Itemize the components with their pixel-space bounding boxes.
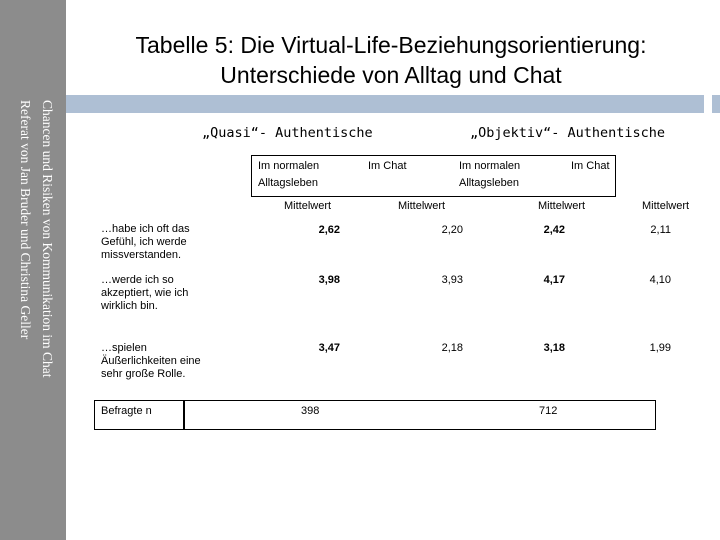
group-header-quasi: „Quasi“- Authentische [202,125,373,141]
table-cell-value: 4,17 [543,274,565,286]
table-cell-value: 2,42 [543,224,565,236]
group-header-objektiv: „Objektiv“- Authentische [470,125,666,141]
sidebar-authors: Referat von Jan Bruder und Christina Geller [18,100,33,340]
respondents-label: Befragte n [101,405,152,417]
subheader-chat-objektiv: Im Chat [571,160,610,172]
subheader-alltag-quasi: Im normalen Alltagsleben [258,160,320,189]
respondents-quasi: 398 [301,405,320,417]
table-cell-value: 1,99 [649,342,671,354]
table-cell-value: 2,11 [650,224,671,236]
mittelwert-header: Mittelwert [398,200,446,212]
title-divider-gap [704,95,712,113]
slide-title-line1: Tabelle 5: Die Virtual-Life-Beziehungsorientierung: [135,32,647,58]
mittelwert-header: Mittelwert [538,200,586,212]
table-cell-value: 4,10 [649,274,671,286]
row-label: …werde ich so akzeptiert, wie ich wirklich bin. [101,274,189,312]
table-cell-value: 3,47 [318,342,340,354]
row-label: …spielen Äußerlichkeiten eine sehr große Rolle. [101,342,201,380]
table-cell-value: 3,98 [318,274,340,286]
subheader-alltag-objektiv: Im normalen Alltagsleben [459,160,521,189]
table-cell-value: 2,18 [441,342,463,354]
row-label: …habe ich oft das Gefühl, ich werde missverstanden. [101,223,190,261]
table-cell-value: 2,62 [318,224,340,236]
mittelwert-header: Mittelwert [284,200,332,212]
table-cell-value: 3,18 [543,342,565,354]
slide-title [76,30,706,90]
slide-title-line2: Unterschiede von Alltag und Chat [220,62,562,88]
respondents-value-box [184,400,656,430]
sidebar-course-title: Chancen und Risiken von Kommunikation im Chat [40,100,55,378]
sidebar [0,0,66,540]
table-cell-value: 3,93 [441,274,463,286]
sidebar-footer-text [14,100,58,440]
table-cell-value: 2,20 [441,224,463,236]
mittelwert-header: Mittelwert [642,200,690,212]
subheader-chat-quasi: Im Chat [368,160,407,172]
title-divider-bar [66,95,720,113]
respondents-objektiv: 712 [539,405,558,417]
